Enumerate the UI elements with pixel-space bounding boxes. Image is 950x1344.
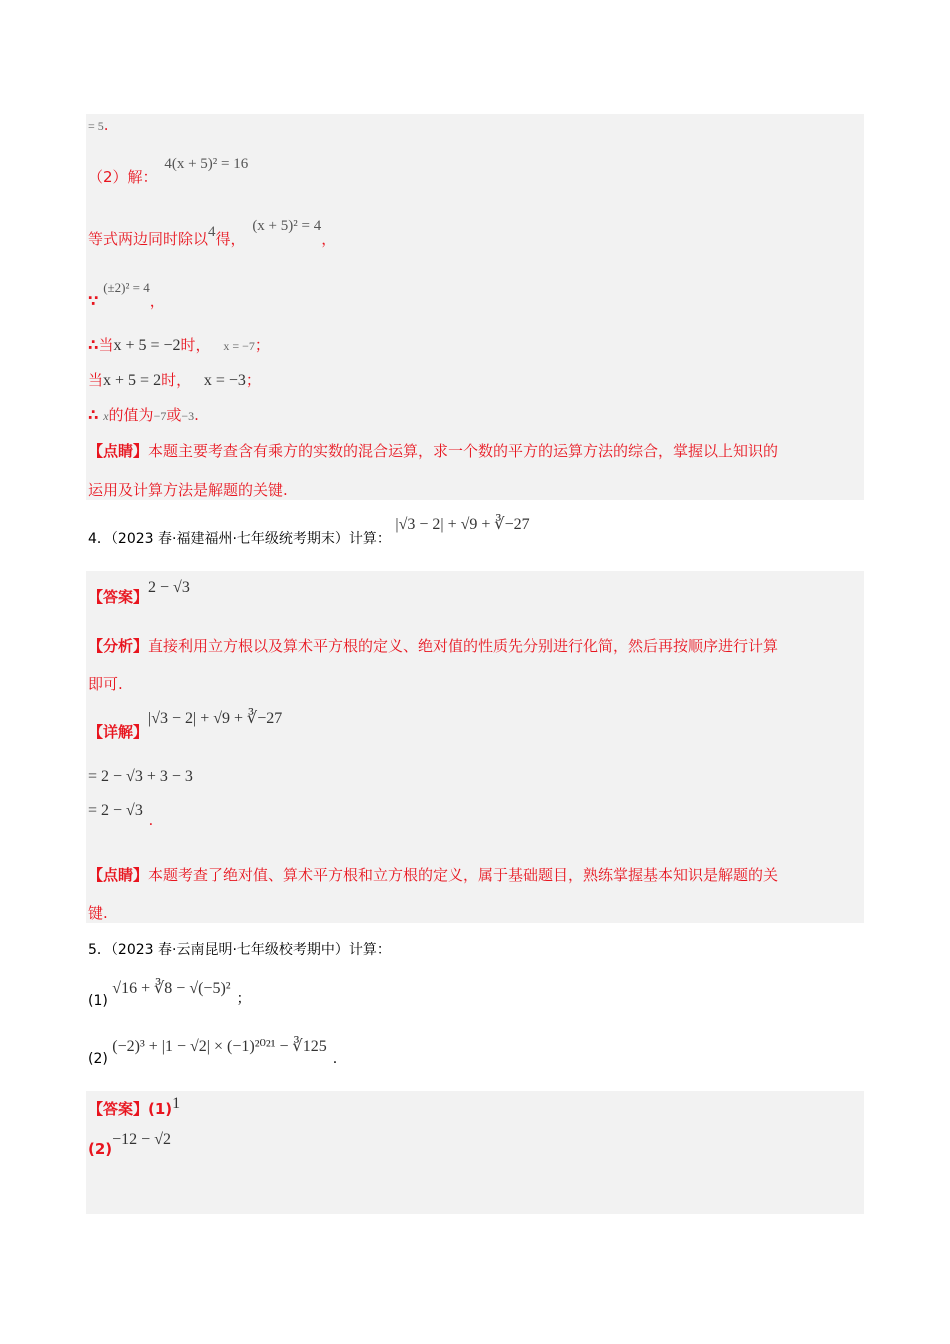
prev-result-line: = 5. [88, 116, 109, 134]
answer-label: 【答案】 [88, 588, 149, 606]
because-symbol: ∵ [88, 292, 99, 310]
detail-step1: = 2 − √3 + 3 − 3 [88, 768, 193, 785]
when1-line: ∴当x + 5 = −2时， x = −7； [88, 336, 270, 354]
analysis-label: 【分析】 [88, 637, 149, 655]
comment-label: 【点睛】 [88, 442, 149, 460]
part2-line [88, 152, 249, 186]
detail-label: 【详解】 [88, 723, 149, 741]
question-5-part2: (2) (−2)³ + |1 − √2| × (−1)²⁰²¹ − ∛125. [88, 1038, 338, 1067]
answer-q5-line2: (2)−12 − √2 [88, 1131, 171, 1158]
when2-line: 当x + 5 = 2时， x = −3； [88, 371, 261, 389]
question-5-part1: (1) √16 + ∛8 − √(−5)²； [88, 980, 251, 1009]
question-4-expression: |√3 − 2| + √9 + ∛−27 [395, 516, 530, 533]
comment-q4-line2: 键. [88, 904, 108, 922]
question-4: 4．（2023 春·福建福州·七年级统考期末）计算： |√3 − 2| + √9 + ∛−27 [88, 516, 530, 547]
part2-equation: 4(x + 5)² = 16 [164, 156, 249, 172]
answer-q4-line: 【答案】2 − √3 [88, 579, 190, 606]
conclusion-line: ∴ x的值为−7或−3. [88, 406, 199, 424]
comment-q4-line1: 【点睛】本题考查了绝对值、算术平方根和立方根的定义，属于基础题目，熟练掌握基本知识是解题的关 [88, 866, 779, 884]
comment-q3-line1: 【点睛】本题主要考查含有乘方的实数的混合运算，求一个数的平方的运算方法的综合，掌握以上知识的 [88, 442, 779, 460]
comment-q3-line2: 运用及计算方法是解题的关键. [88, 481, 288, 499]
analysis-line2: 即可. [88, 675, 123, 693]
part2-label: （2）解： [88, 168, 158, 186]
therefore-symbol: ∴ [88, 336, 99, 354]
question-5: 5．（2023 春·云南昆明·七年级校考期中）计算： [88, 942, 391, 958]
divide-equation: (x + 5)² = 4 [252, 218, 322, 234]
detail-step2: = 2 − √3. [88, 802, 153, 829]
solution-block-q5 [86, 1091, 864, 1214]
analysis-line1: 【分析】直接利用立方根以及算术平方根的定义、绝对值的性质先分别进行化简，然后再按顺序进行计算 [88, 637, 779, 655]
divide-line: 等式两边同时除以4得， (x + 5)² = 4， [88, 218, 337, 248]
detail-line: 【详解】|√3 − 2| + √9 + ∛−27 [88, 710, 283, 741]
because-line: ∵ (±2)² = 4， [88, 280, 165, 310]
answer-q5-line1: 【答案】(1)1 [88, 1095, 181, 1118]
